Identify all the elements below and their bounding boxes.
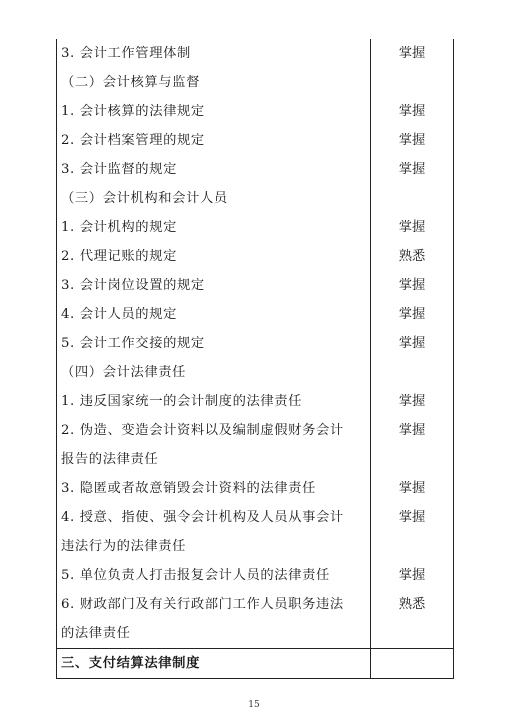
table-row	[57, 126, 453, 155]
level-cell: 掌握	[370, 416, 453, 474]
level-cell: 掌握	[370, 97, 453, 126]
level-cell: 熟悉	[370, 590, 453, 648]
table-row	[57, 590, 453, 648]
table-row	[57, 68, 453, 97]
item-cell: 5. 会计工作交接的规定	[61, 336, 205, 351]
level-cell	[370, 358, 453, 387]
item-cell: （二）会计核算与监督	[61, 75, 200, 90]
syllabus-table	[56, 39, 454, 679]
item-line: 6. 财政部门及有关行政部门工作人员职务违法	[61, 597, 344, 612]
item-cell	[57, 590, 370, 648]
item-line: 的法律责任	[61, 626, 131, 641]
table-row	[57, 213, 453, 242]
item-cell: （三）会计机构和会计人员	[61, 191, 228, 206]
item-cell: 1. 违反国家统一的会计制度的法律责任	[61, 394, 303, 409]
table-row	[57, 561, 453, 590]
level-cell: 掌握	[370, 329, 453, 358]
level-cell: 掌握	[370, 561, 453, 590]
section-row	[57, 648, 453, 678]
table-row	[57, 184, 453, 213]
table-row	[57, 97, 453, 126]
item-cell: 3. 会计监督的规定	[61, 162, 177, 177]
item-line: 2. 伪造、变造会计资料以及编制虚假财务会计	[61, 423, 344, 438]
item-cell: 5. 单位负责人打击报复会计人员的法律责任	[61, 568, 330, 583]
item-cell: 3. 隐匿或者故意销毁会计资料的法律责任	[61, 481, 316, 496]
section-heading: 三、支付结算法律制度	[61, 656, 200, 671]
level-cell: 掌握	[370, 271, 453, 300]
item-line: 4. 授意、指使、强令会计机构及人员从事会计	[61, 510, 344, 525]
table-row	[57, 271, 453, 300]
level-cell: 掌握	[370, 387, 453, 416]
item-cell: 3. 会计岗位设置的规定	[61, 278, 205, 293]
item-cell: 2. 代理记账的规定	[61, 249, 177, 264]
page-number: 15	[248, 700, 260, 710]
level-cell	[370, 649, 453, 678]
table-row	[57, 155, 453, 184]
table-row	[57, 503, 453, 561]
level-cell: 掌握	[370, 39, 453, 68]
table-row	[57, 416, 453, 474]
level-cell: 掌握	[370, 126, 453, 155]
item-cell: 4. 会计人员的规定	[61, 307, 177, 322]
table-row	[57, 358, 453, 387]
level-cell: 掌握	[370, 155, 453, 184]
level-cell	[370, 68, 453, 97]
item-cell: 1. 会计机构的规定	[61, 220, 177, 235]
item-cell: 3. 会计工作管理体制	[61, 46, 191, 61]
table-row	[57, 242, 453, 271]
level-cell: 掌握	[370, 474, 453, 503]
item-cell: 1. 会计核算的法律规定	[61, 104, 205, 119]
table-row	[57, 39, 453, 68]
table-row	[57, 474, 453, 503]
level-cell: 熟悉	[370, 242, 453, 271]
item-cell: （四）会计法律责任	[61, 365, 187, 380]
level-cell: 掌握	[370, 503, 453, 561]
item-line: 违法行为的法律责任	[61, 539, 187, 554]
item-cell	[57, 503, 370, 561]
table-row	[57, 329, 453, 358]
item-line: 报告的法律责任	[61, 452, 159, 467]
level-cell: 掌握	[370, 213, 453, 242]
item-cell	[57, 416, 370, 474]
level-cell: 掌握	[370, 300, 453, 329]
level-cell	[370, 184, 453, 213]
table-row	[57, 387, 453, 416]
table-row	[57, 300, 453, 329]
item-cell: 2. 会计档案管理的规定	[61, 133, 205, 148]
